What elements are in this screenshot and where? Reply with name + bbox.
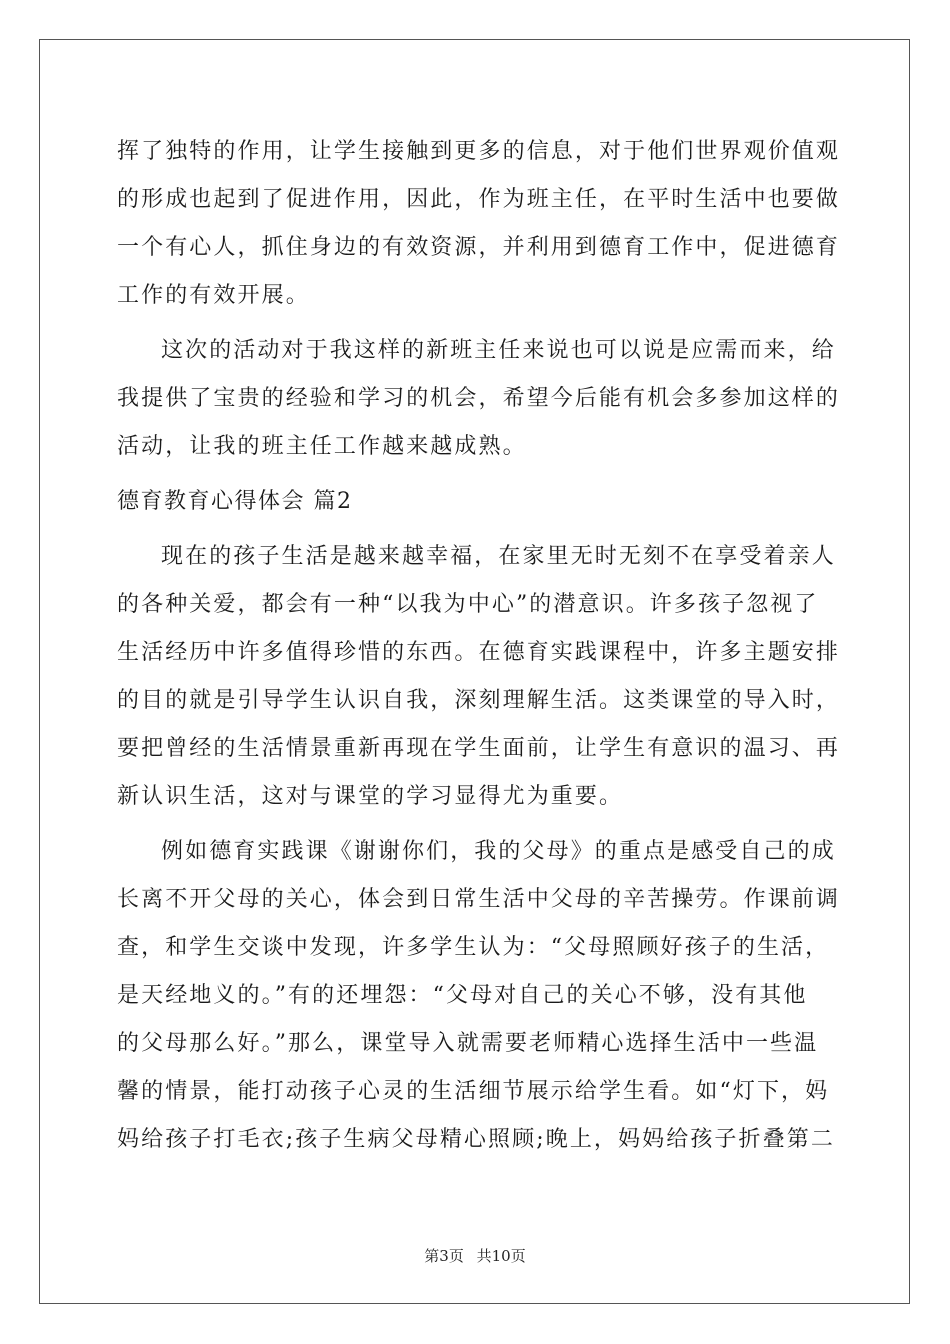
text-line: 生活经历中许多值得珍惜的东西。在德育实践课程中，许多主题安排	[117, 640, 841, 665]
text-line: 例如德育实践课《谢谢你们，我的父母》的重点是感受自己的成	[161, 839, 836, 864]
text-line: 活动，让我的班主任工作越来越成熟。	[117, 434, 527, 459]
text-line: 新认识生活，这对与课堂的学习显得尤为重要。	[117, 784, 624, 809]
page-footer	[0, 1245, 950, 1266]
text-line: 的各种关爱，都会有一种“以我为中心”的潜意识。许多孩子忽视了	[117, 592, 819, 617]
text-line: 的形成也起到了促进作用，因此，作为班主任，在平时生活中也要做	[117, 187, 841, 212]
text-line: 这次的活动对于我这样的新班主任来说也可以说是应需而来，给	[161, 338, 836, 363]
text-line: 工作的有效开展。	[117, 283, 310, 308]
section-heading: 德育教育心得体会 篇2	[117, 489, 353, 514]
text-line: 馨的情景，能打动孩子心灵的生活细节展示给学生看。如“灯下，妈	[117, 1079, 830, 1104]
page-total: 共10页	[476, 1247, 526, 1265]
document-body	[117, 128, 841, 1164]
text-line: 长离不开父母的关心，体会到日常生活中父母的辛苦操劳。作课前调	[117, 887, 841, 912]
text-line: 是天经地义的。”有的还埋怨：“父母对自己的关心不够，没有其他	[117, 983, 808, 1008]
text-line: 现在的孩子生活是越来越幸福，在家里无时无刻不在享受着亲人	[161, 544, 836, 569]
text-line: 我提供了宝贵的经验和学习的机会，希望今后能有机会多参加这样的	[117, 386, 841, 411]
text-line: 的目的就是引导学生认识自我，深刻理解生活。这类课堂的导入时，	[117, 688, 841, 713]
text-line: 查，和学生交谈中发现，许多学生认为：“父母照顾好孩子的生活，	[117, 935, 830, 960]
text-line: 的父母那么好。”那么，课堂导入就需要老师精心选择生活中一些温	[117, 1031, 819, 1056]
text-line: 妈给孩子打毛衣;孩子生病父母精心照顾;晚上，妈妈给孩子折叠第二	[117, 1127, 835, 1152]
text-line: 挥了独特的作用，让学生接触到更多的信息，对于他们世界观价值观	[117, 139, 841, 164]
text-line: 一个有心人，抓住身边的有效资源，并利用到德育工作中，促进德育	[117, 235, 841, 260]
text-line: 要把曾经的生活情景重新再现在学生面前，让学生有意识的温习、再	[117, 736, 841, 761]
page-number: 第3页	[424, 1247, 464, 1265]
